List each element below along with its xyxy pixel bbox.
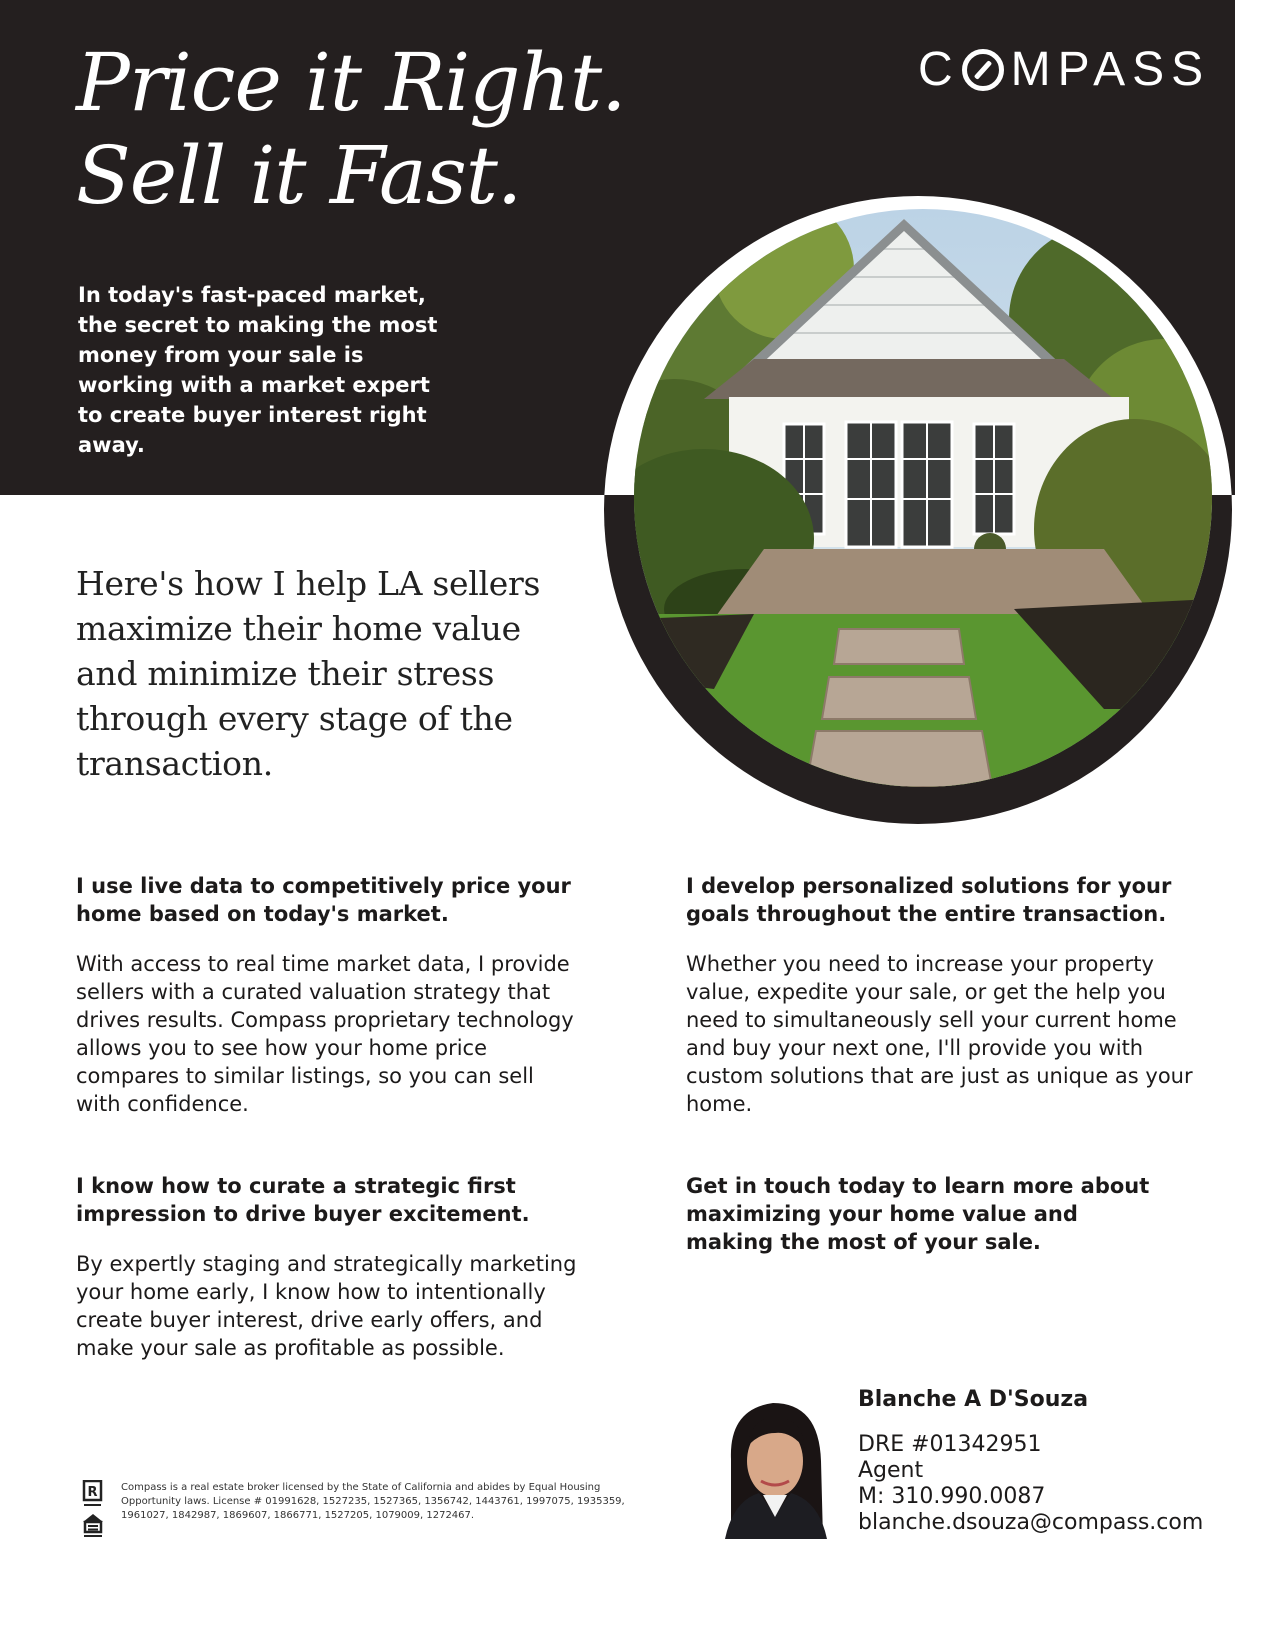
section-heading-first-impression: I know how to curate a strategic first impression to drive buyer excitement. [76, 1174, 530, 1226]
section-body-solutions: Whether you need to increase your property value, expedite your sale, or get the help you need to simultaneously sell your current home and buy your next one, I'll provide you with custom solutions that are just as unique as your home. [686, 952, 1193, 1116]
agent-title: Agent [858, 1458, 924, 1483]
house-photo [634, 209, 1212, 787]
legal-disclaimer: Compass is a real estate broker licensed by the State of California and abides by Equal Housing Opportunity laws. License # 01991628, 1527235, 1527365, 1356742, 1443761, 1997075, 1935359, 1961027, 1842987, 1869607, 1866771, 1527205, 1079009, 1272467. [121, 1482, 625, 1521]
section-heading-solutions: I develop personalized solutions for your goals throughout the entire transaction. [686, 874, 1172, 926]
logo-letters-mpass: MPASS [1010, 43, 1211, 96]
equal-housing-icon [82, 1513, 104, 1539]
realtor-icon [82, 1480, 104, 1510]
agent-portrait [711, 1389, 841, 1539]
intro-text: In today's fast-paced market, the secret to making the most money from your sale is working with a market expert to create buyer interest right away. [78, 283, 438, 457]
agent-name: Blanche A D'Souza [858, 1387, 1089, 1412]
agent-phone[interactable]: M: 310.990.0087 [858, 1484, 1046, 1509]
section-body-pricing: With access to real time market data, I provide sellers with a curated valuation strategy that drives results. Compass proprietary technology allows you to see how your home price compares to similar listings, so you can sell with confidence. [76, 952, 574, 1116]
logo-letter-c: C [918, 43, 960, 96]
headline-line-2: Sell it Fast. [76, 129, 522, 222]
headline [76, 36, 626, 222]
svg-text:R: R [87, 1485, 98, 1500]
compass-o-icon [962, 49, 1004, 91]
lead-statement: Here's how I help LA sellers maximize their home value and minimize their stress through every stage of the transaction. [76, 564, 541, 783]
headline-line-1: Price it Right. [76, 36, 626, 129]
agent-dre: DRE #01342951 [858, 1432, 1042, 1457]
cta-heading: Get in touch today to learn more about maximizing your home value and making the most of your sale. [686, 1174, 1150, 1254]
compass-logo [918, 42, 1210, 98]
agent-email[interactable]: blanche.dsouza@compass.com [858, 1510, 1204, 1535]
section-heading-pricing: I use live data to competitively price your home based on today's market. [76, 874, 571, 926]
section-body-first-impression: By expertly staging and strategically marketing your home early, I know how to intentionally create buyer interest, drive early offers, and make your sale as profitable as possible. [76, 1252, 577, 1360]
